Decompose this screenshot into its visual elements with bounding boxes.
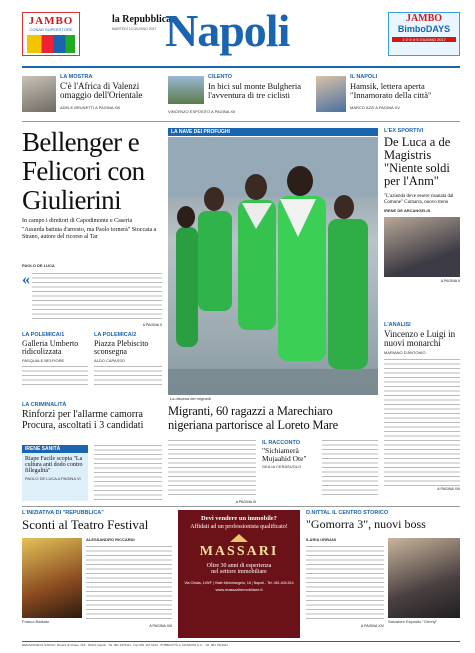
photo-story-page-ref: A PAGINA III	[235, 500, 256, 504]
right-ad-event: BimboDAYS	[397, 24, 451, 34]
photo-story-kicker: LA NAVE DEI PROFUGHI	[171, 129, 230, 135]
right-column-page-ref: A PAGINA II	[440, 279, 460, 284]
masthead	[0, 0, 475, 68]
polemica-1[interactable]	[22, 332, 88, 392]
right-ad-dates: 1·2·3·4·5 GIUGNO 2017	[392, 37, 456, 42]
teaser-2-photo	[168, 76, 204, 104]
lead-opinion-text	[32, 273, 162, 321]
top-teaser-3[interactable]	[316, 72, 460, 116]
top-teaser-2[interactable]	[168, 72, 310, 116]
polemica-2-byline: ALDO CAPASSO	[94, 358, 126, 363]
ad-line-1: Devi vendere un immobile?	[201, 515, 277, 522]
teatro-story[interactable]	[22, 510, 172, 638]
top-teaser-1[interactable]	[22, 72, 162, 116]
polemica-2-text	[94, 366, 162, 388]
gomorra-byline: ILARIA URBANI	[306, 537, 336, 542]
genny-photo	[388, 538, 460, 618]
teatro-page-ref: A PAGINA XIII	[149, 624, 172, 628]
gomorra-kicker: D.NITTAL IL CENTRO STORICO	[306, 510, 389, 516]
sanita-kicker: IRENE SANITÀ	[22, 445, 88, 453]
gomorra-text	[306, 546, 384, 622]
sanita-headline: Riape Facile scopta "La cultura anti dodo contro fillegalità"	[25, 456, 83, 474]
teaser-1-kicker: LA MOSTRA	[60, 74, 93, 80]
left-ad-sub: CONAD SUPERSTORE	[29, 27, 73, 32]
gomorra-headline: "Gomorra 3", nuovi boss	[306, 517, 426, 531]
left-jambo-ad[interactable]	[22, 12, 80, 56]
gomorra-photo-caption: Salvatore Esposito "Genny"	[388, 619, 438, 624]
teaser-rule	[22, 121, 460, 122]
bottom-rule	[22, 506, 460, 507]
ad-web[interactable]: www.massariimmobiliare.it	[215, 587, 263, 592]
camorra-kicker: LA CRIMINALITÀ	[22, 402, 67, 408]
racconto-byline: GIULIA CERASUOLO	[262, 464, 302, 469]
polemica-1-headline: Galleria Umberto ridicolizzata	[22, 339, 79, 356]
sanita-byline: PAOLO DE LUCA A PAGINA VI	[25, 476, 81, 481]
teaser-3-headline: Hamsik, lettera aperta "Innamorato della città"	[350, 81, 432, 100]
teaser-2-byline: VINCENZO ESPOSITO A PAGINA XII	[168, 109, 236, 114]
right-column-kicker: L'EX SPORTIVI	[384, 128, 424, 134]
teaser-3-photo	[316, 76, 346, 112]
ad-brand: MASSARI	[199, 544, 279, 559]
racconto-story[interactable]	[262, 440, 378, 504]
teatro-text	[86, 546, 172, 622]
right-ad-brand: JAMBO	[405, 13, 443, 24]
racconto-headline: "Sichiamerà Mujaahid Ote"	[262, 446, 307, 463]
lead-headline[interactable]: Bellenger e Felicori con Giulierini	[22, 127, 145, 216]
battiato-photo	[22, 538, 82, 618]
footer-text: REDAZIONE DI NAPOLI: Riviera di Chiaia, 215 - 80121 Napoli - Tel. 081 4976111 - Fax 081 497 6210 - PUBBLICITÀ A. MANZONI & C. - Tel. 081 7918111	[22, 643, 228, 647]
ad-line-2: Affidati ad un professionista qualificato!	[190, 524, 288, 530]
analisi-byline: MARIANO D'ANTONIO	[384, 350, 426, 355]
right-column-quote: "L'azienda deve essere risanata dal Comune" Cumarra, nuovo treno	[384, 193, 454, 205]
gomorra-page-ref: A PAGINA XIV	[360, 624, 384, 628]
lead-bullet-1: In campo i direttori di Capodimonte e Caserta	[22, 218, 133, 224]
lead-opinion	[22, 271, 162, 329]
photo-story-kicker-bar	[168, 128, 378, 136]
analisi-page-ref: A PAGINA XIII	[437, 486, 460, 491]
teaser-1-byline: ADELE BRUNETTI A PAGINA XIII	[60, 105, 121, 110]
analisi-story[interactable]	[384, 322, 460, 502]
polemica-1-byline: PASQUALE BELFIORE	[22, 358, 65, 363]
polemica-2-headline: Piazza Plebiscito sconsegna	[94, 339, 149, 356]
ad-tagline-2: nel settore immobiliare	[211, 569, 267, 575]
polemica-1-kicker: LA POLEMICA/1	[22, 332, 65, 338]
footer-rule	[22, 641, 460, 642]
racconto-kicker: IL RACCONTO	[262, 440, 300, 446]
teaser-3-kicker: IL NAPOLI	[350, 74, 378, 80]
ad-tagline-1: Oltre 30 anni di esperienza	[206, 563, 272, 569]
lead-byline: PAOLO DE LUCA	[22, 263, 55, 268]
paper-name: la Repubblica	[112, 14, 172, 25]
left-ad-brand: JAMBO	[28, 15, 74, 27]
right-column-story[interactable]	[384, 128, 460, 316]
sanita-box[interactable]	[22, 445, 88, 501]
right-jambo-ad[interactable]	[388, 12, 460, 56]
teatro-kicker: L'INIZIATIVA DI "REPUBBLICA"	[22, 510, 104, 516]
lead-page-ref: A PAGINA II	[142, 323, 162, 327]
racconto-text	[322, 440, 378, 496]
masthead-rule	[22, 66, 460, 68]
analisi-kicker: L'ANALISI	[384, 322, 411, 328]
teatro-byline: ALESSANDRO RICCARDI	[86, 537, 135, 542]
camorra-story[interactable]	[22, 402, 162, 442]
right-column-headline: De Luca a de Magistris "Niente soldi per l'Anm"	[384, 135, 451, 189]
massari-ad[interactable]	[178, 510, 300, 638]
gomorra-story[interactable]	[306, 510, 460, 638]
photo-caption: La discesa dei migranti	[170, 396, 211, 401]
teatro-photo-caption: Franco Battiato	[22, 619, 50, 624]
lead-bullet-2: "Assurda battuta d'arresto, ma Paolo tornerà" Stoccata a Strano, autore del ricorso al Tar	[22, 226, 157, 240]
ad-address: Via Chiaia, 149/F | Viale Michelangelo, 16 | Napoli - Tel. 081.404.514	[184, 581, 294, 585]
teatro-headline: Sconti al Teatro Festival	[22, 517, 149, 532]
polemica-2-kicker: LA POLEMICA/2	[94, 332, 137, 338]
migrants-photo[interactable]	[168, 137, 378, 395]
camorra-headline: Rinforzi per l'allarme camorra Procura, ascoltati i 3 candidati	[22, 409, 144, 431]
paper-date: MARTEDÌ 13 GIUGNO 2017	[112, 27, 157, 31]
photo-story-headline[interactable]: Migranti, 60 ragazzi a Marechiaro nigeriana partorisce al Loreto Mare	[168, 404, 338, 432]
quote-icon: «	[22, 271, 30, 288]
teaser-2-headline: In bici sul monte Bulgheria l'avventura di tre ciclisti	[208, 81, 302, 100]
mid-left-text	[94, 445, 162, 501]
house-icon	[230, 534, 248, 542]
teaser-1-headline: C'è l'Africa di Valenzi omaggio dell'Orientale	[60, 81, 143, 100]
analisi-text	[384, 359, 460, 487]
edition-title: Napoli	[165, 5, 290, 56]
photo-story-text	[168, 440, 256, 498]
right-column-byline: IRENE DE ARCANGELIS	[384, 207, 431, 213]
migrants-illustration	[168, 137, 378, 395]
de-luca-photo	[384, 217, 460, 277]
teaser-1-photo	[22, 76, 56, 112]
lead-bullets	[22, 218, 162, 241]
teaser-3-byline: MARCO AZZI A PAGINA XV	[350, 105, 400, 110]
polemica-1-text	[22, 366, 88, 388]
left-ad-artwork	[27, 35, 75, 53]
analisi-headline: Vincenzo e Luigi in nuovi monarchi	[384, 329, 456, 348]
polemica-2[interactable]	[94, 332, 162, 392]
teaser-2-kicker: CILENTO	[208, 74, 233, 80]
